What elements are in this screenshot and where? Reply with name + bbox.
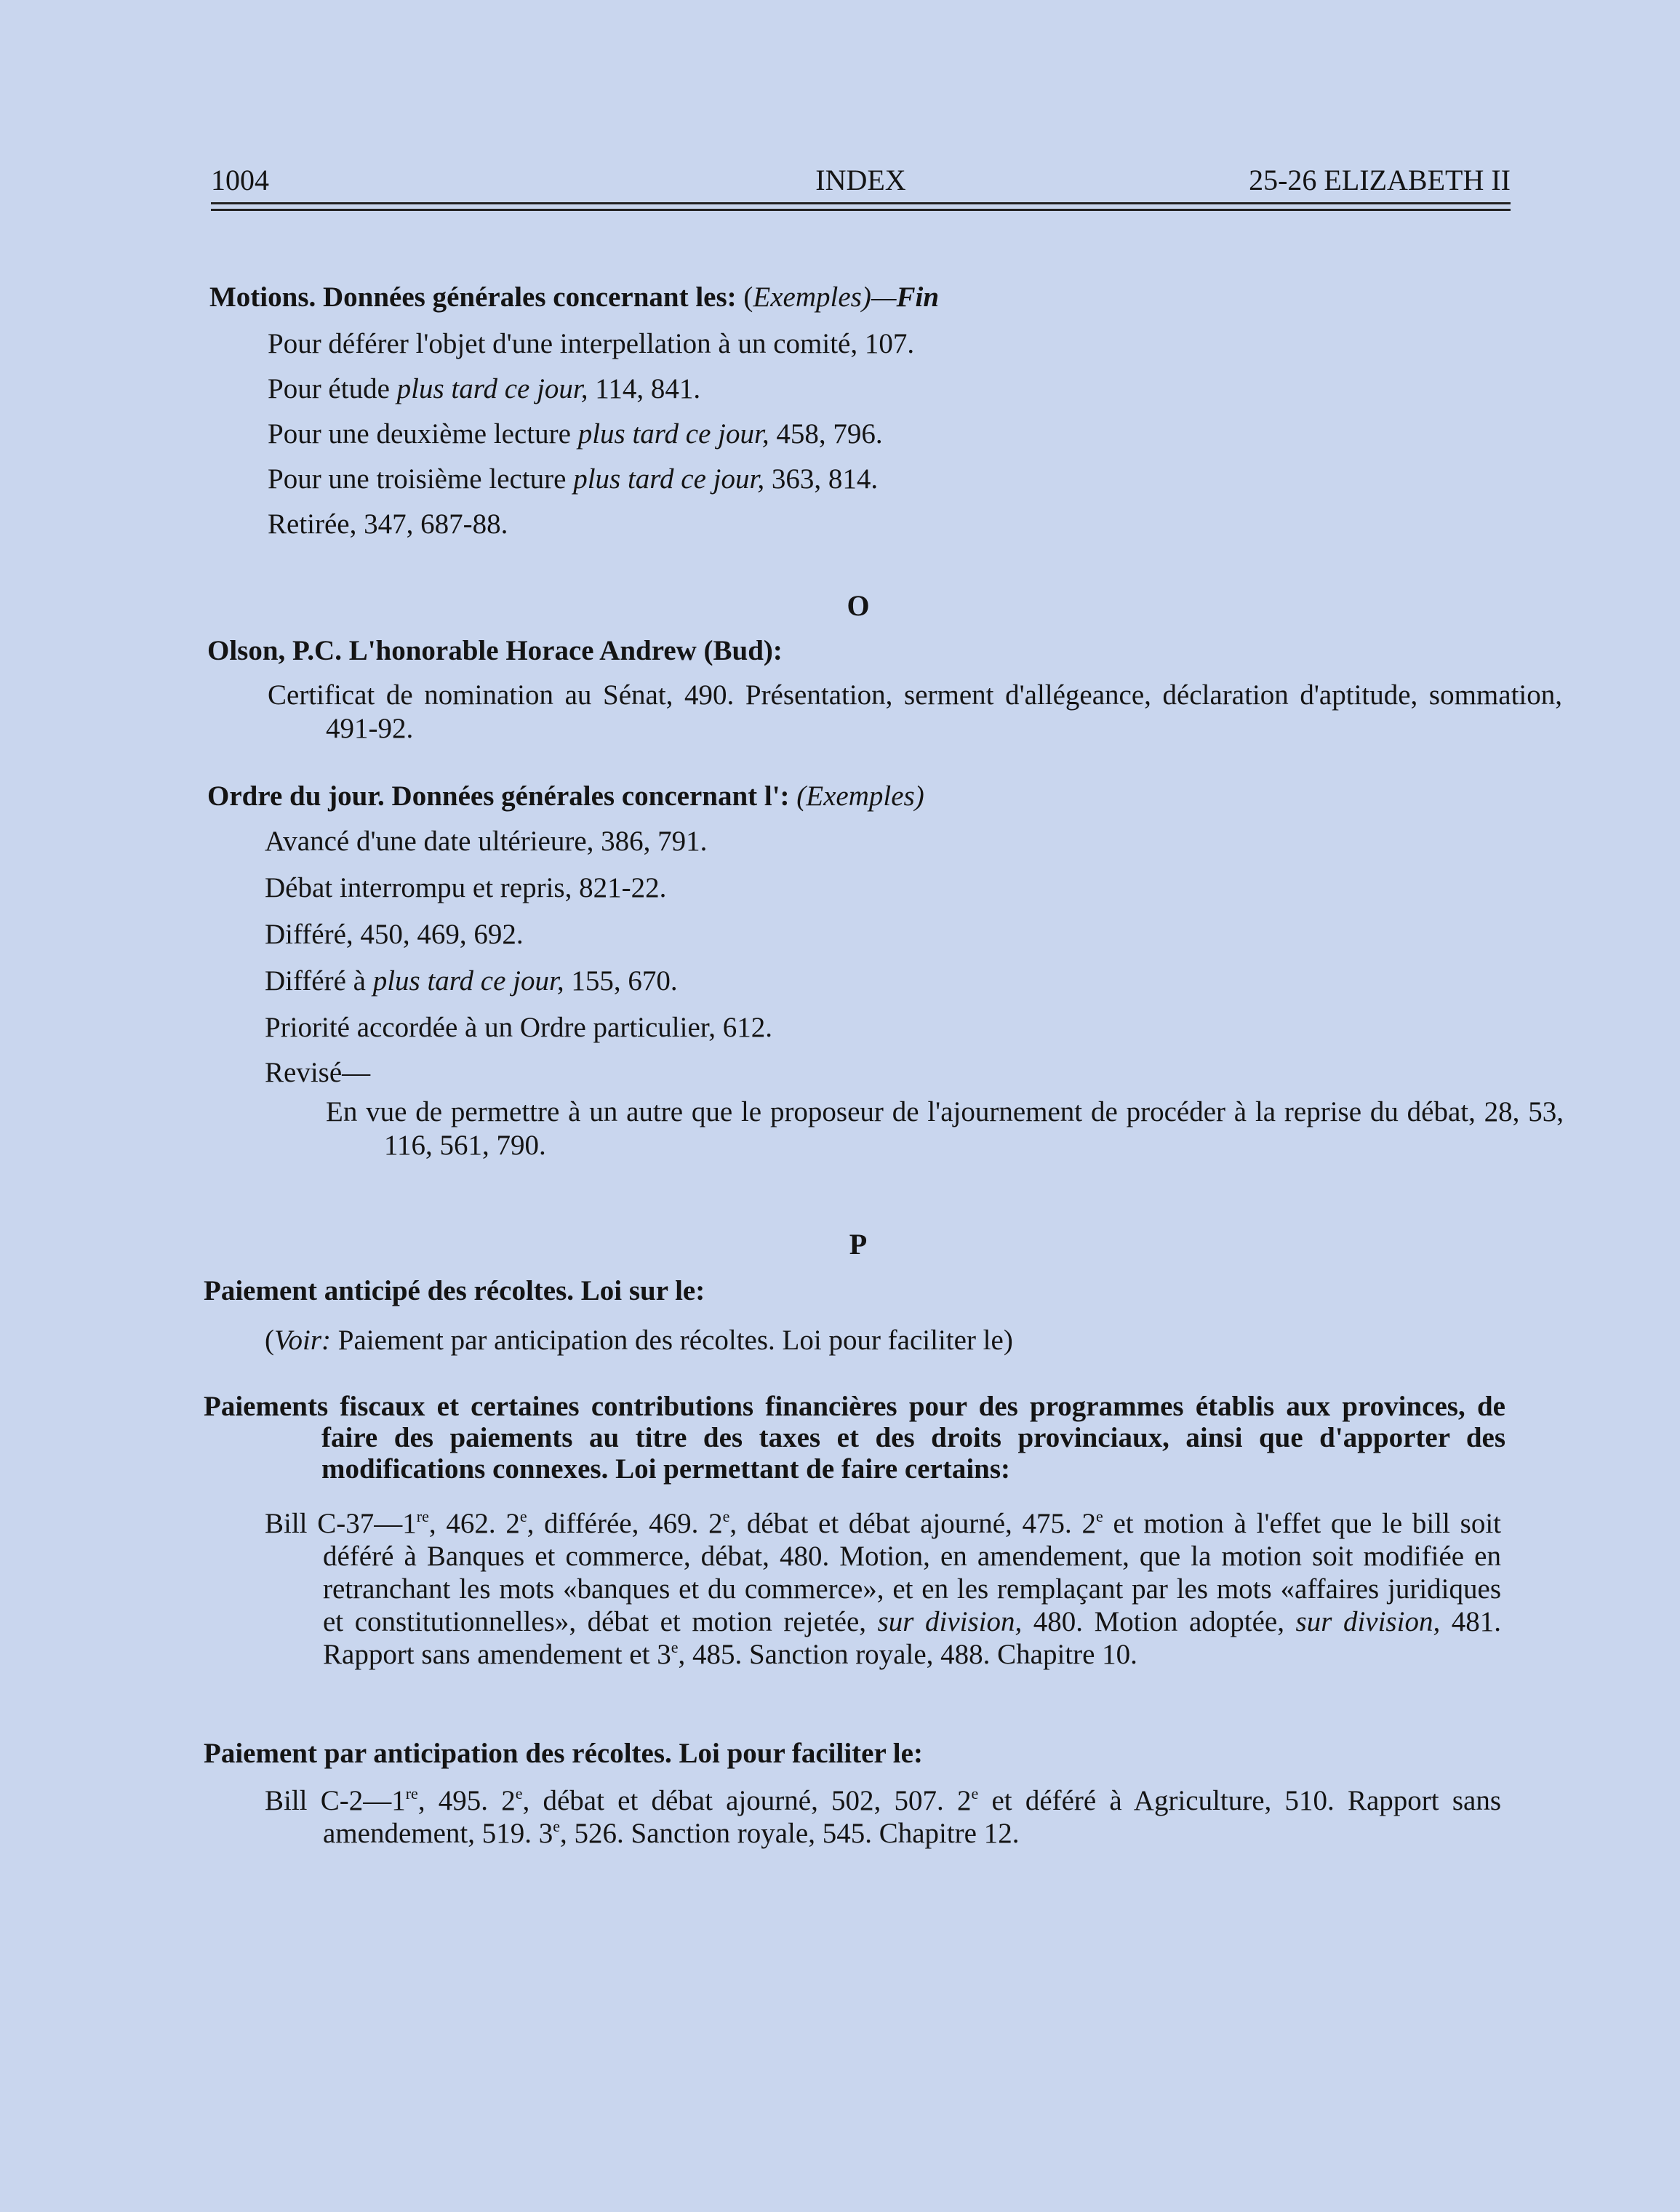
sub-entry: Pour déférer l'objet d'une interpellation à un comité, 107. [268, 328, 915, 359]
sub-entry: Pour une troisième lecture plus tard ce jour, 363, 814. [268, 463, 879, 495]
sub-entry: Débat interrompu et repris, 821-22. [265, 872, 667, 903]
sub-entry: Revisé— [265, 1057, 371, 1088]
sub-entry: Différé à plus tard ce jour, 155, 670. [265, 965, 678, 997]
sub-entry: Avancé d'une date ultérieure, 386, 791. [265, 826, 708, 857]
section-letter-o: O [847, 589, 870, 622]
paiement-anticipe-voir: (Voir: Paiement par anticipation des récoltes. Loi pour faciliter le) [265, 1325, 1013, 1356]
entry-heading-paiement-par-anticipation: Paiement par anticipation des récoltes. Loi pour faciliter le: [204, 1738, 923, 1769]
entry-heading-ordre: Ordre du jour. Données générales concernant l': (Exemples) [207, 780, 924, 812]
entry-heading-motions: Motions. Données générales concernant les: (Exemples)—Fin [209, 282, 940, 313]
sub-entry: Différé, 450, 469, 692. [265, 919, 524, 950]
paiement-par-anticipation-body: Bill C-2—1re, 495. 2e, débat et débat ajourné, 502, 507. 2e et déféré à Agriculture, 510. Rapport sans amendement, 519. 3e, 526. Sanction royale, 545. Chapitre 12. [265, 1784, 1501, 1849]
section-letter-p: P [849, 1228, 868, 1261]
sub-entry: Retirée, 347, 687-88. [268, 508, 508, 540]
paiements-fiscaux-body: Bill C-37—1re, 462. 2e, différée, 469. 2e, débat et débat ajourné, 475. 2e et motion à l'effet que le bill soit déféré à Banques et commerce, débat, 480. Motion, en amendement, que la motion soit modifiée en retranchant les mots «banques et du commerce», et en les remplaçant par les mots «affaires juridiques et constitutionnelles», débat et motion rejetée, sur division, 480. Motion adoptée, sur division, 481. Rapport sans amendement et 3e, 485. Sanction royale, 488. Chapitre 10. [265, 1507, 1501, 1670]
page-number: 1004 [211, 164, 269, 196]
header-rule-top [211, 202, 1511, 204]
entry-heading-olson: Olson, P.C. L'honorable Horace Andrew (Bud): [207, 635, 783, 666]
header-rule-bottom [211, 209, 1511, 211]
revise-sub-entry: En vue de permettre à un autre que le proposeur de l'ajournement de procéder à la reprise du débat, 28, 53, 116, 561, 790. [326, 1096, 1564, 1161]
header-title: INDEX [815, 164, 906, 196]
sub-entry: Pour étude plus tard ce jour, 114, 841. [268, 373, 701, 404]
sub-entry: Priorité accordée à un Ordre particulier, 612. [265, 1012, 772, 1043]
entry-heading-paiement-anticipe: Paiement anticipé des récoltes. Loi sur le: [204, 1275, 705, 1306]
entry-heading-paiements-fiscaux: Paiements fiscaux et certaines contributions financières pour des programmes établis aux provinces, de faire des paiements au titre des taxes et des droits provinciaux, ainsi que d'apporter des modifications connexes. Loi permettant de faire certains: [204, 1391, 1505, 1485]
olson-body: Certificat de nomination au Sénat, 490. Présentation, serment d'allégeance, déclaration d'aptitude, sommation, 491-92. [268, 679, 1562, 744]
sub-entry: Pour une deuxième lecture plus tard ce jour, 458, 796. [268, 418, 883, 450]
header-volume: 25-26 ELIZABETH II [1249, 164, 1511, 196]
